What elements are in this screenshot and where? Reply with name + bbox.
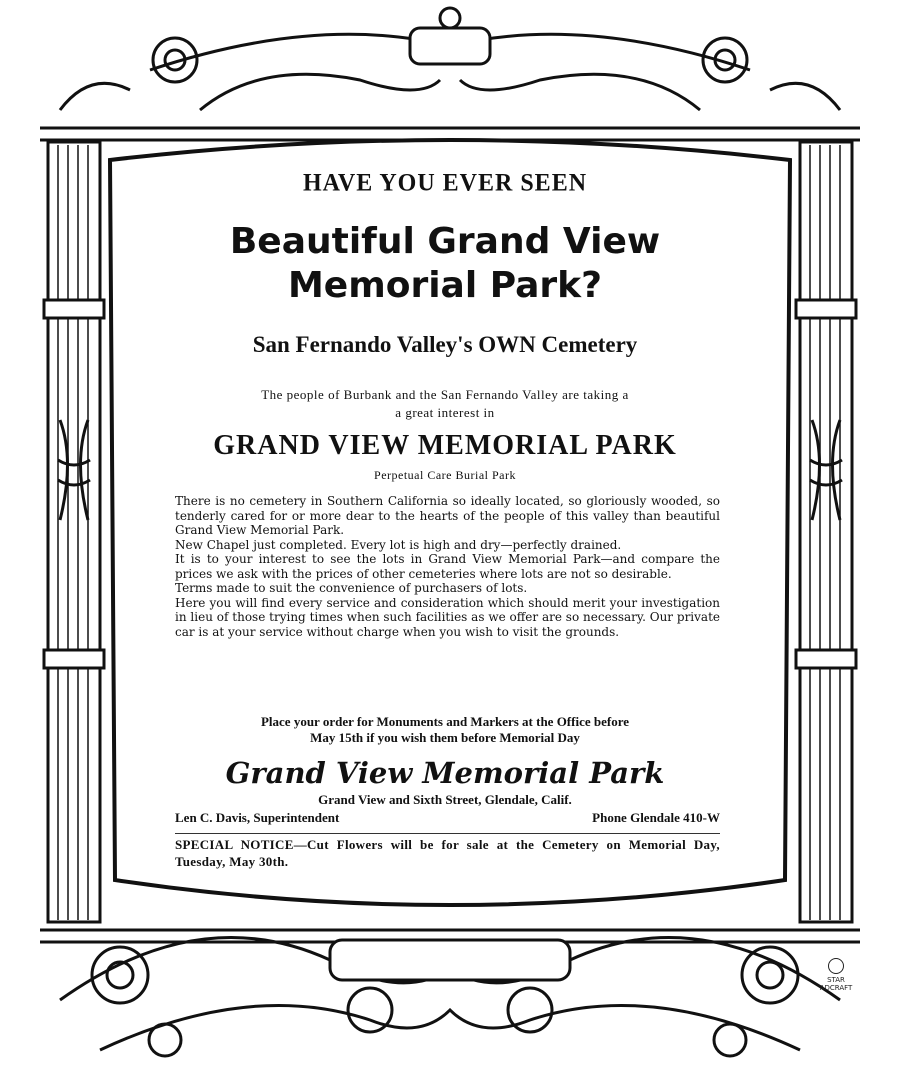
- signature-title: Grand View Memorial Park: [225, 756, 665, 790]
- intro-text: [160, 386, 730, 422]
- subtitle: San Fernando Valley's OWN Cemetery: [252, 332, 638, 357]
- superintendent: Len C. Davis, Superintendent: [175, 810, 340, 825]
- body-paragraph: It is to your interest to see the lots in Grand View Memorial Park—and compare the prices we ask with the prices of other cemeteries where lots are not so desirable.: [175, 552, 720, 581]
- main-title: [160, 220, 730, 308]
- intro-line-2: a great interest in: [395, 405, 495, 420]
- contact-row: [175, 810, 720, 826]
- main-title-line-2: Memorial Park?: [287, 265, 603, 306]
- body-paragraph: Terms made to suit the convenience of purchasers of lots.: [175, 581, 528, 595]
- body-paragraph: Here you will find every service and consideration which should merit your investigation in lieu of those trying times when such facilities as we offer are so necessary. Our private car is at your service without charge when you wish to visit the grounds.: [175, 595, 720, 639]
- address: Grand View and Sixth Street, Glendale, Calif.: [318, 792, 572, 807]
- park-heading: GRAND VIEW MEMORIAL PARK: [213, 430, 677, 461]
- divider: [175, 833, 720, 834]
- main-title-line-1: Beautiful Grand View: [229, 221, 661, 262]
- order-notice: [160, 714, 730, 746]
- bottom-ornament: [40, 930, 860, 1056]
- kicker-heading: HAVE YOU EVER SEEN: [302, 169, 588, 197]
- body-text: [175, 494, 720, 639]
- order-line-1: Place your order for Monuments and Markers at the Office before: [260, 714, 630, 729]
- park-subheading: Perpetual Care Burial Park: [374, 468, 516, 482]
- stamp-line-2: ADCRAFT: [819, 984, 853, 992]
- phone: Phone Glendale 410-W: [592, 810, 720, 825]
- special-notice: SPECIAL NOTICE—Cut Flowers will be for sale at the Cemetery on Memorial Day, Tuesday, May 30th.: [175, 837, 720, 869]
- left-column: [44, 142, 104, 922]
- body-paragraph: There is no cemetery in Southern California so ideally located, so gloriously wooded, so tenderly cared for or more dear to the hearts of the people of this valley than beautiful Grand View Memorial Park.: [175, 494, 720, 537]
- right-column: [796, 142, 856, 922]
- order-line-2: May 15th if you wish them before Memorial Day: [310, 730, 580, 745]
- star-adcraft-stamp: [815, 958, 857, 992]
- body-paragraph: New Chapel just completed. Every lot is high and dry—perfectly drained.: [175, 537, 622, 552]
- stamp-line-1: STAR: [827, 976, 845, 984]
- star-icon: [828, 958, 844, 974]
- intro-line-1: The people of Burbank and the San Fernando Valley are taking a: [261, 387, 629, 402]
- top-ornament: [60, 8, 840, 110]
